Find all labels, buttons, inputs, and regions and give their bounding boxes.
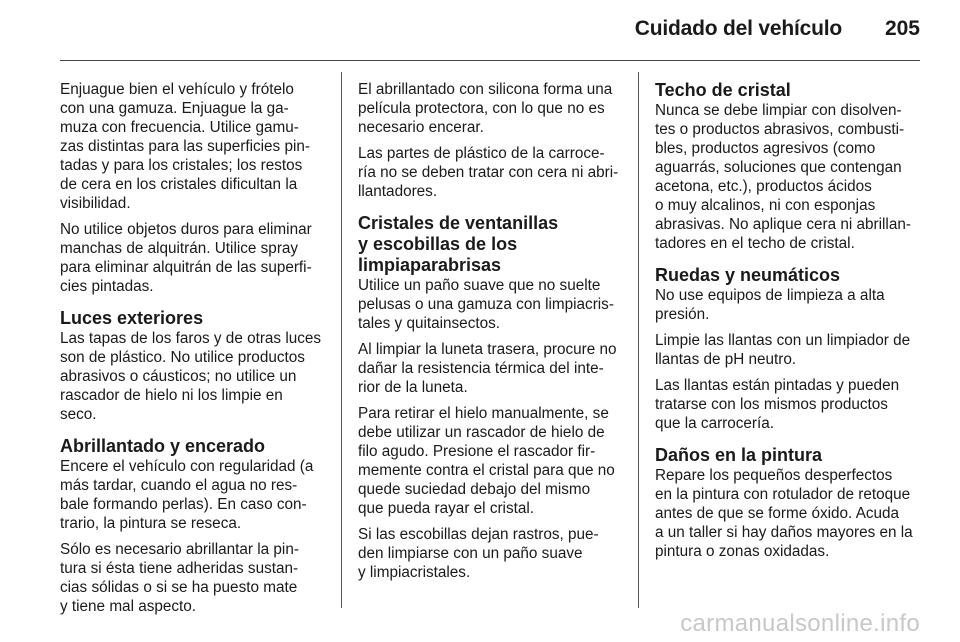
section-heading-luces-exteriores: Luces exteriores xyxy=(60,308,204,328)
paragraph xyxy=(358,340,622,397)
section-heading-ruedas: Ruedas y neumáticos xyxy=(655,265,841,285)
section-heading-techo-de-cristal: Techo de cristal xyxy=(655,80,791,100)
paragraph xyxy=(655,331,919,369)
text-line: que la carrocería. xyxy=(655,415,775,432)
text-line: tadas y para los cristales; los restos xyxy=(60,157,303,174)
page-header-title: Cuidado del vehículo xyxy=(634,17,842,40)
section-heading-danos-pintura: Daños en la pintura xyxy=(655,445,823,465)
text-line: abrasivas. No aplique cera ni abrillan- xyxy=(655,216,911,233)
text-line: o muy alcalinos, ni con esponjas xyxy=(655,197,876,214)
text-line: pintura o zonas oxidadas. xyxy=(655,543,830,560)
text-line: limpiaparabrisas xyxy=(358,255,502,275)
text-line: Las tapas de los faros y de otras luces xyxy=(60,330,322,347)
header-divider xyxy=(60,60,920,61)
column-1 xyxy=(60,80,324,623)
text-line: necesario encerar. xyxy=(358,119,484,136)
text-line: más tardar, cuando el agua no res- xyxy=(60,477,298,494)
paragraph xyxy=(60,220,324,296)
text-line: Enjuague bien el vehículo y frótelo xyxy=(60,81,294,98)
text-line: seco. xyxy=(60,406,97,423)
text-line: Encere el vehículo con regularidad (a xyxy=(60,458,314,475)
text-line: Utilice un paño suave que no suelte xyxy=(358,277,601,294)
text-line: Cristales de ventanillas xyxy=(358,213,559,233)
text-line: muza con frecuencia. Utilice gamu- xyxy=(60,119,299,136)
text-line: Nunca se debe limpiar con disolven- xyxy=(655,102,902,119)
text-line: abrasivos o cáusticos; no utilice un xyxy=(60,368,297,385)
text-line: llantas de pH neutro. xyxy=(655,351,797,368)
page-number: 205 xyxy=(884,17,920,40)
text-line: Las partes de plástico de la carroce- xyxy=(358,145,605,162)
text-line: Repare los pequeños desperfectos xyxy=(655,467,893,484)
text-line: No utilice objetos duros para eliminar xyxy=(60,221,312,238)
text-line: acetona, etc.), productos ácidos xyxy=(655,178,872,195)
text-line: filo agudo. Presione el rascador fir- xyxy=(358,443,596,460)
paragraph xyxy=(655,376,919,433)
text-line: tadores en el techo de cristal. xyxy=(655,235,855,252)
text-line: trario, la pintura se reseca. xyxy=(60,515,242,532)
text-line: tratarse con los mismos productos xyxy=(655,396,888,413)
paragraph xyxy=(60,80,324,213)
text-line: memente contra el cristal para que no xyxy=(358,462,615,479)
text-line: en la pintura con rotulador de retoque xyxy=(655,486,911,503)
text-line: tes o productos abrasivos, combusti- xyxy=(655,121,905,138)
text-line: bale formando perlas). En caso con- xyxy=(60,496,307,513)
paragraph xyxy=(60,540,324,616)
text-line: rascador de hielo ni los limpie en xyxy=(60,387,283,404)
column-divider xyxy=(638,72,639,608)
section-heading-cristales xyxy=(358,213,622,276)
text-line: y tiene mal aspecto. xyxy=(60,598,197,615)
text-line: antes de que se forme óxido. Acuda xyxy=(655,505,900,522)
text-line: El abrillantado con silicona forma una xyxy=(358,81,613,98)
paragraph xyxy=(655,286,919,324)
column-divider xyxy=(341,72,342,608)
text-line: película protectora, con lo que no es xyxy=(358,100,605,117)
text-line: manchas de alquitrán. Utilice spray xyxy=(60,240,299,257)
paragraph xyxy=(655,101,919,253)
text-line: tales y quitainsectos. xyxy=(358,315,500,332)
text-line: No use equipos de limpieza a alta xyxy=(655,287,885,304)
text-line: para eliminar alquitrán de las superfi- xyxy=(60,259,312,276)
text-line: Las llantas están pintadas y pueden xyxy=(655,377,900,394)
paragraph xyxy=(358,276,622,333)
text-line: a un taller si hay daños mayores en la xyxy=(655,524,913,541)
text-line: bles, productos agresivos (como xyxy=(655,140,876,157)
text-line: con una gamuza. Enjuague la ga- xyxy=(60,100,289,117)
text-line: aguarrás, soluciones que contengan xyxy=(655,159,902,176)
text-line: debe utilizar un rascador de hielo de xyxy=(358,424,605,441)
text-line: llantadores. xyxy=(358,183,438,200)
paragraph xyxy=(358,404,622,518)
text-line: y limpiacristales. xyxy=(358,564,471,581)
text-line: Si las escobillas dejan rastros, pue- xyxy=(358,526,599,543)
text-line: de cera en los cristales dificultan la xyxy=(60,176,298,193)
paragraph xyxy=(358,525,622,582)
text-line: zas distintas para las superficies pin- xyxy=(60,138,310,155)
text-line: presión. xyxy=(655,306,710,323)
paragraph xyxy=(60,329,324,424)
text-line: Al limpiar la luneta trasera, procure no xyxy=(358,341,617,358)
text-line: cies pintadas. xyxy=(60,278,154,295)
paragraph xyxy=(60,457,324,533)
column-3 xyxy=(655,80,919,568)
text-line: quede suciedad debajo del mismo xyxy=(358,481,591,498)
text-line: y escobillas de los xyxy=(358,234,518,254)
text-line: pelusas o una gamuza con limpiacris- xyxy=(358,296,614,313)
text-line: cias sólidas o si se ha puesto mate xyxy=(60,579,298,596)
text-line: que pueda rayar el cristal. xyxy=(358,500,535,517)
watermark: carmanualsonline.info xyxy=(680,610,920,637)
paragraph xyxy=(358,80,622,137)
text-line: dañar la resistencia térmica del inte- xyxy=(358,360,604,377)
paragraph xyxy=(655,466,919,561)
text-line: rior de la luneta. xyxy=(358,379,468,396)
text-line: Para retirar el hielo manualmente, se xyxy=(358,405,609,422)
text-line: Limpie las llantas con un limpiador de xyxy=(655,332,911,349)
text-line: Sólo es necesario abrillantar la pin- xyxy=(60,541,299,558)
text-line: den limpiarse con un paño suave xyxy=(358,545,583,562)
text-line: visibilidad. xyxy=(60,195,131,212)
text-line: ría no se deben tratar con cera ni abri- xyxy=(358,164,619,181)
text-line: son de plástico. No utilice productos xyxy=(60,349,305,366)
paragraph xyxy=(358,144,622,201)
section-heading-abrillantado: Abrillantado y encerado xyxy=(60,436,266,456)
text-line: tura si ésta tiene adheridas sustan- xyxy=(60,560,299,577)
column-2 xyxy=(358,80,622,589)
